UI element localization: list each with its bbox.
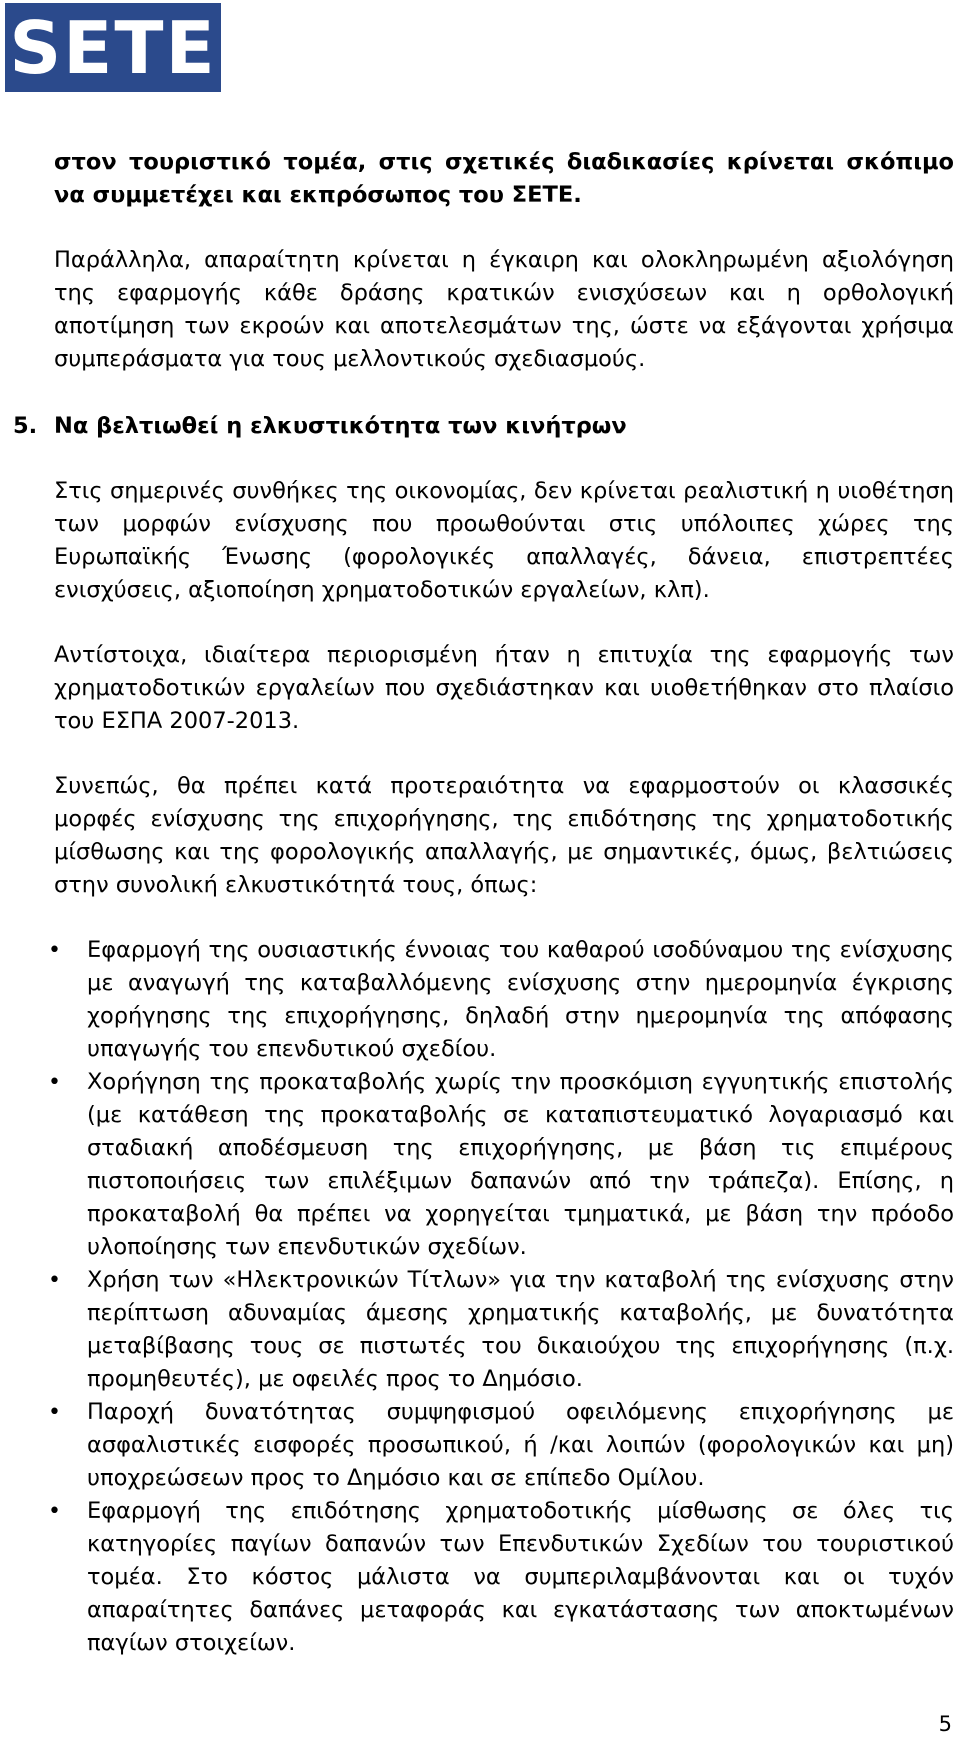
list-item bbox=[48, 1066, 954, 1264]
logo-text: SETE bbox=[9, 5, 217, 90]
section-paragraph-2: Αντίστοιχα, ιδιαίτερα περιορισμένη ήταν η επιτυχία της εφαρμογής των χρηματοδοτικών εργαλείων που σχεδιάστηκαν και υιοθετήθηκαν στο πλαίσιο του ΕΣΠΑ 2007-2013. bbox=[54, 642, 954, 734]
list-item bbox=[48, 1495, 954, 1660]
bullet-icon: • bbox=[48, 1499, 61, 1524]
section-title: Να βελτιωθεί η ελκυστικότητα των κινήτρων bbox=[54, 413, 627, 439]
section-heading bbox=[13, 410, 954, 443]
bullet-icon: • bbox=[48, 1400, 61, 1425]
bullet-icon: • bbox=[48, 938, 61, 963]
list-item-text: Εφαρμογή της επιδότησης χρηματοδοτικής μίσθωσης σε όλες τις κατηγορίες παγίων δαπανών των Επενδυτικών Σχεδίων του τουριστικού τομέα. Στο κόστος μάλιστα να συμπεριλαμβάνονται και οι τυχόν απαραίτητες δαπάνες μεταφοράς και εγκατάστασης των αποκτωμένων παγίων στοιχείων. bbox=[87, 1498, 954, 1656]
section-paragraph-3: Συνεπώς, θα πρέπει κατά προτεραιότητα να εφαρμοστούν οι κλασσικές μορφές ενίσχυσης της επιχορήγησης, της επιδότησης της χρηματοδοτικής μίσθωσης και της φορολογικής απαλλαγής, με σημαντικές, όμως, βελτιώσεις στην συνολική ελκυστικότητά τους, όπως: bbox=[54, 773, 954, 898]
intro-bold-continuation: στον τουριστικό τομέα, στις σχετικές διαδικασίες κρίνεται σκόπιμο να συμμετέχει και εκπρόσωπος του ΣΕΤΕ. bbox=[54, 149, 954, 208]
list-item-text: Παροχή δυνατότητας συμψηφισμού οφειλόμενης επιχορήγησης με ασφαλιστικές εισφορές προσωπικού, ή /και λοιπών (φορολογικών και μη) υποχρεώσεων προς το Δημόσιο και σε επίπεδο Ομίλου. bbox=[87, 1399, 954, 1491]
list-item bbox=[48, 934, 954, 1066]
list-item bbox=[48, 1396, 954, 1495]
measures-list bbox=[48, 934, 954, 1660]
page-number: 5 bbox=[938, 1712, 952, 1736]
bullet-icon: • bbox=[48, 1268, 61, 1293]
document-body bbox=[13, 146, 954, 1660]
list-item-text: Χρήση των «Ηλεκτρονικών Τίτλων» για την καταβολή της ενίσχυσης στην περίπτωση αδυναμίας άμεσης χρηματικής καταβολής, με δυνατότητα μεταβίβασης τους σε πιστωτές του δικαιούχου της επιχορήγησης (π.χ. προμηθευτές), με οφειλές προς το Δημόσιο. bbox=[87, 1267, 954, 1392]
section-number: 5. bbox=[13, 413, 38, 439]
list-item-text: Χορήγηση της προκαταβολής χωρίς την προσκόμιση εγγυητικής επιστολής (με κατάθεση της προκαταβολής σε καταπιστευματικό λογαριασμό και σταδιακή αποδέσμευση της επιχορήγησης, με βάση τις επιμέρους πιστοποιήσεις των επιλέξιμων δαπανών από την τράπεζα). Επίσης, η προκαταβολή θα πρέπει να χορηγείται τμηματικά, με βάση την πρόοδο υλοποίησης των επενδυτικών σχεδίων. bbox=[87, 1069, 954, 1260]
section-paragraph-1: Στις σημερινές συνθήκες της οικονομίας, δεν κρίνεται ρεαλιστική η υιοθέτηση των μορφών ενίσχυσης που προωθούνται στις υπόλοιπες χώρες της Ευρωπαϊκής Ένωσης (φορολογικές απαλλαγές, δάνεια, επιστρεπτέες ενισχύσεις, αξιοποίηση χρηματοδοτικών εργαλείων, κλπ). bbox=[54, 478, 954, 603]
intro-paragraph: Παράλληλα, απαραίτητη κρίνεται η έγκαιρη και ολοκληρωμένη αξιολόγηση της εφαρμογής κάθε δράσης κρατικών ενισχύσεων και η ορθολογική αποτίμηση των εκροών και αποτελεσμάτων της, ώστε να εξάγονται χρήσιμα συμπεράσματα για τους μελλοντικούς σχεδιασμούς. bbox=[54, 247, 954, 372]
sete-logo bbox=[5, 3, 221, 92]
list-item-text: Εφαρμογή της ουσιαστικής έννοιας του καθαρού ισοδύναμου της ενίσχυσης με αναγωγή της καταβαλλόμενης ενίσχυσης στην ημερομηνία έγκρισης χορήγησης της επιχορήγησης, δηλαδή στην ημερομηνία της απόφασης υπαγωγής του επενδυτικού σχεδίου. bbox=[87, 937, 954, 1062]
list-item bbox=[48, 1264, 954, 1396]
bullet-icon: • bbox=[48, 1070, 61, 1095]
